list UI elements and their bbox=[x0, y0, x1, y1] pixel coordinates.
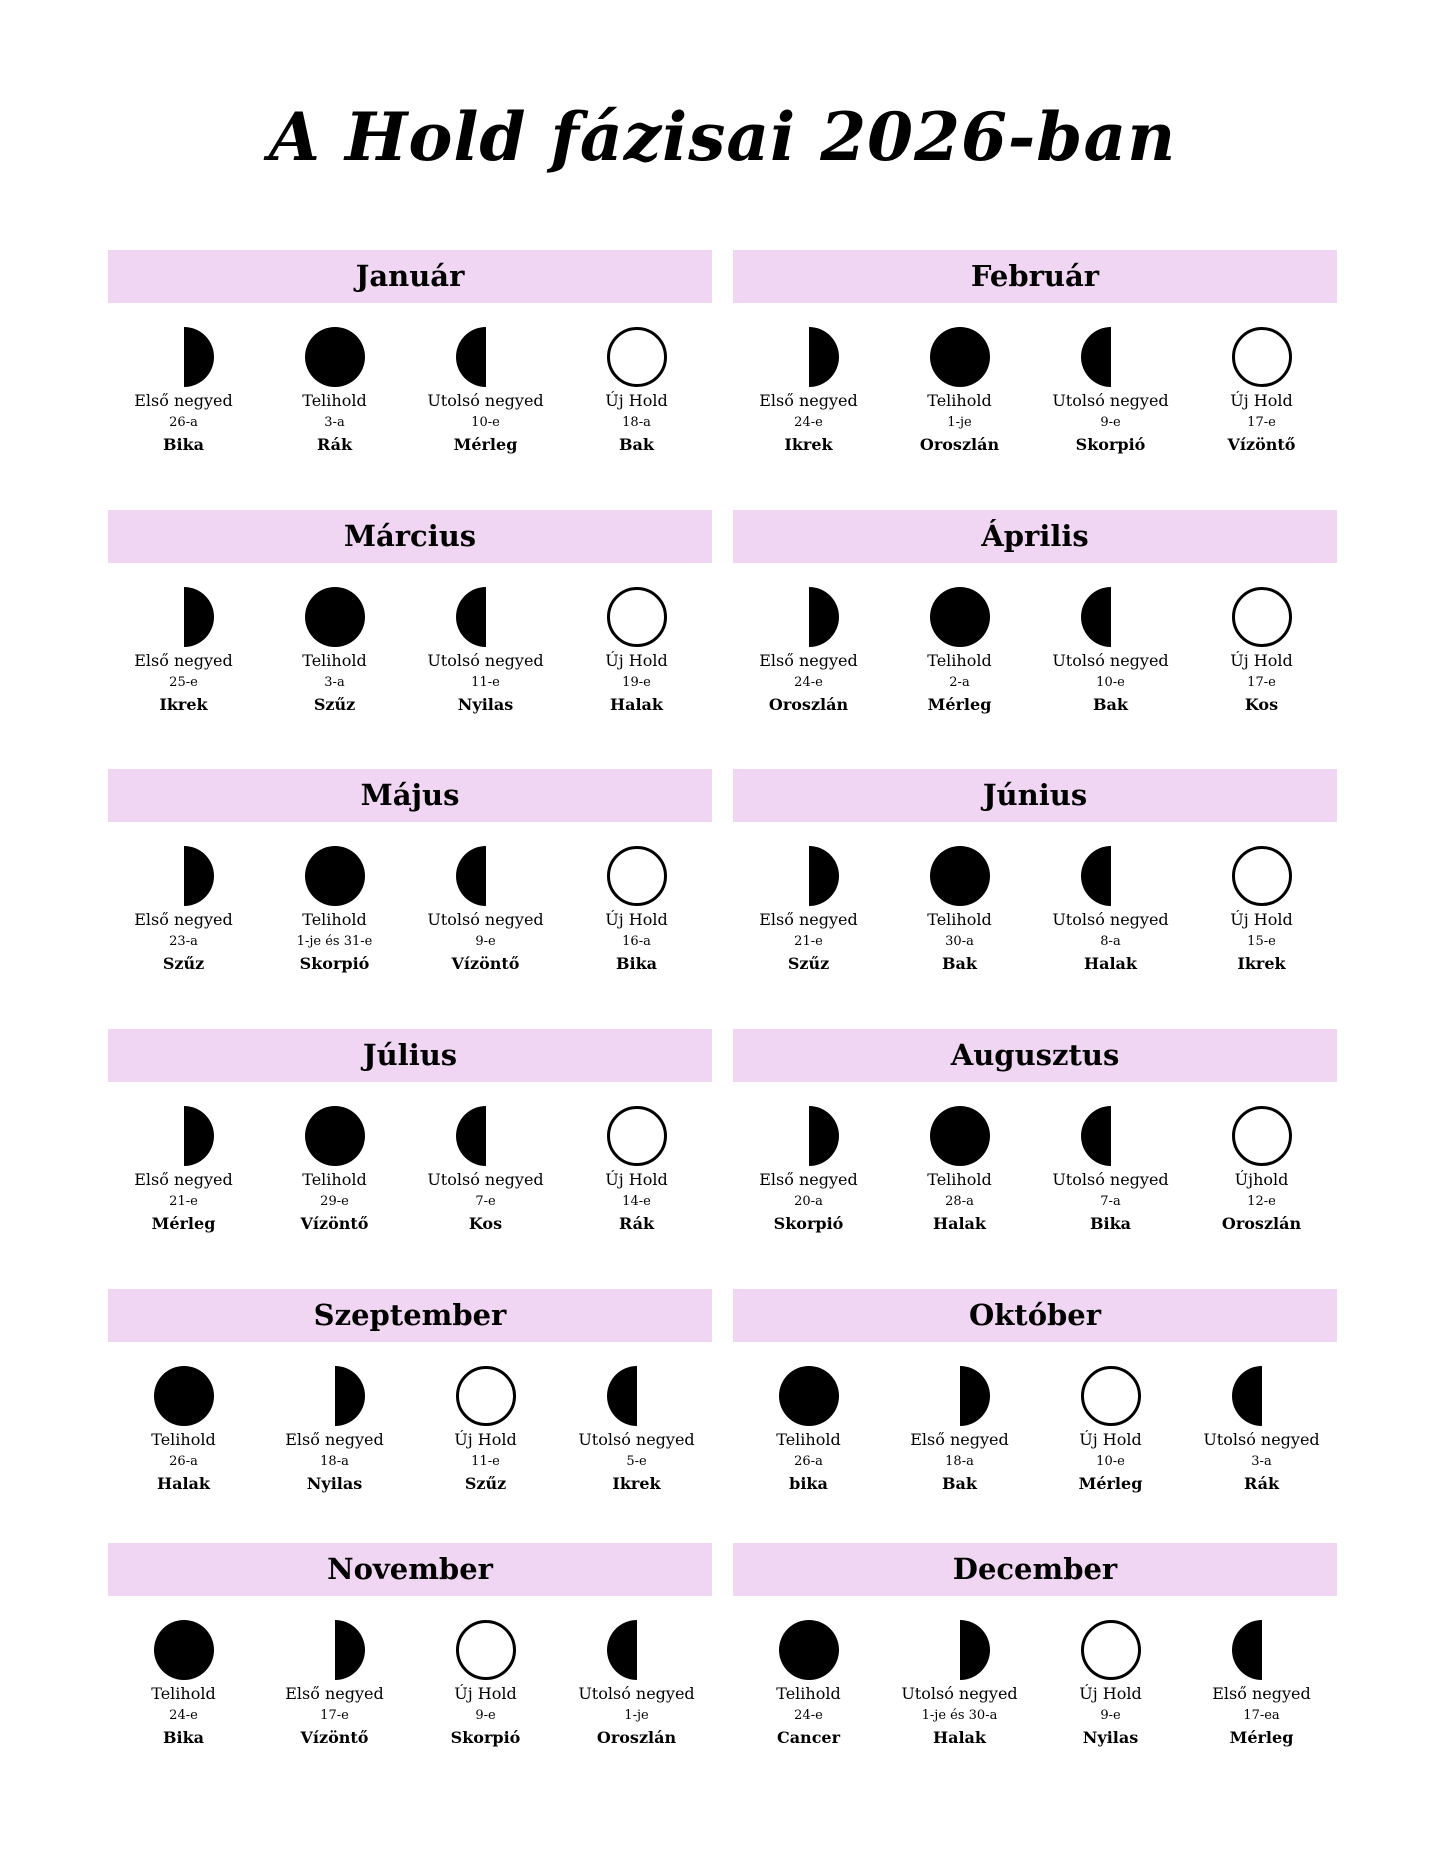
phase-date: 8-a bbox=[1100, 934, 1121, 949]
month-header: December bbox=[733, 1543, 1337, 1596]
phase-name: Utolsó negyed bbox=[1052, 1170, 1169, 1189]
zodiac-sign: Bika bbox=[1089, 1214, 1132, 1233]
phase-name: Telihold bbox=[927, 391, 992, 410]
month-header: Június bbox=[733, 769, 1337, 822]
zodiac-sign: Rák bbox=[1243, 1474, 1280, 1493]
moon-phase-entry bbox=[561, 586, 712, 716]
zodiac-sign: Oroszlán bbox=[768, 695, 849, 714]
last-quarter-moon-icon bbox=[455, 586, 517, 648]
phase-name: Új Hold bbox=[1230, 651, 1293, 670]
page-title: A Hold fázisai 2026-ban bbox=[268, 98, 1177, 176]
phase-date: 10-e bbox=[1096, 1454, 1125, 1469]
full-moon-icon bbox=[304, 586, 366, 648]
zodiac-sign: Cancer bbox=[776, 1728, 841, 1747]
zodiac-sign: Mérleg bbox=[151, 1214, 216, 1233]
moon-phase-entry bbox=[1035, 1105, 1186, 1235]
zodiac-sign: Szűz bbox=[787, 954, 830, 973]
full-moon-icon bbox=[929, 845, 991, 907]
month-header: Március bbox=[108, 510, 712, 563]
phase-date: 17-ea bbox=[1243, 1708, 1280, 1723]
moon-phase-entry bbox=[561, 1105, 712, 1235]
zodiac-sign: Skorpió bbox=[450, 1728, 521, 1747]
zodiac-sign: Halak bbox=[932, 1214, 986, 1233]
phase-name: Utolsó negyed bbox=[1052, 391, 1169, 410]
moon-phase-entry bbox=[410, 1365, 561, 1495]
phase-name: Új Hold bbox=[454, 1684, 517, 1703]
moon-phase-entry bbox=[1035, 845, 1186, 975]
full-moon-icon bbox=[929, 586, 991, 648]
zodiac-sign: Szűz bbox=[464, 1474, 507, 1493]
month-block bbox=[108, 510, 712, 755]
phase-date: 28-a bbox=[945, 1194, 974, 1209]
moon-phase-entry bbox=[410, 1619, 561, 1749]
phase-date: 23-a bbox=[169, 934, 198, 949]
month-block bbox=[733, 1543, 1337, 1788]
moon-phase-entry bbox=[561, 1619, 712, 1749]
zodiac-sign: Ikrek bbox=[159, 695, 208, 714]
first-quarter-moon-icon bbox=[778, 326, 840, 388]
moon-phase-entry bbox=[884, 1365, 1035, 1495]
zodiac-sign: Oroszlán bbox=[919, 435, 1000, 454]
month-block bbox=[733, 510, 1337, 755]
moon-phase-entry bbox=[1186, 845, 1337, 975]
phase-date: 30-a bbox=[945, 934, 974, 949]
moon-phase-entry bbox=[1035, 326, 1186, 456]
zodiac-sign: Mérleg bbox=[1229, 1728, 1294, 1747]
zodiac-sign: Vízöntő bbox=[451, 954, 520, 973]
phase-name: Első negyed bbox=[134, 910, 233, 929]
phase-name: Első negyed bbox=[1212, 1684, 1311, 1703]
phase-name: Első negyed bbox=[759, 391, 858, 410]
zodiac-sign: Nyilas bbox=[1082, 1728, 1139, 1747]
moon-phase-entry bbox=[1186, 326, 1337, 456]
phase-name: Utolsó negyed bbox=[427, 651, 544, 670]
zodiac-sign: Skorpió bbox=[773, 1214, 844, 1233]
phase-date: 7-e bbox=[475, 1194, 496, 1209]
phase-date: 1-je és 30-a bbox=[921, 1708, 998, 1723]
phase-name: Utolsó negyed bbox=[1052, 910, 1169, 929]
zodiac-sign: Bika bbox=[162, 1728, 205, 1747]
moon-phase-entry bbox=[410, 1105, 561, 1235]
phase-date: 24-e bbox=[794, 675, 823, 690]
phase-date: 21-e bbox=[794, 934, 823, 949]
phase-name: Első negyed bbox=[134, 391, 233, 410]
zodiac-sign: Bika bbox=[162, 435, 205, 454]
zodiac-sign: Rák bbox=[316, 435, 353, 454]
phase-date: 24-e bbox=[794, 1708, 823, 1723]
full-moon-icon bbox=[153, 1619, 215, 1681]
moon-phase-entry bbox=[108, 1105, 259, 1235]
new-moon-icon bbox=[1231, 326, 1293, 388]
zodiac-sign: Halak bbox=[609, 695, 663, 714]
last-quarter-moon-icon bbox=[455, 326, 517, 388]
month-block bbox=[733, 769, 1337, 1014]
phase-name: Első negyed bbox=[759, 651, 858, 670]
first-quarter-moon-icon bbox=[929, 1619, 991, 1681]
moon-phase-entry bbox=[1186, 1105, 1337, 1235]
phase-date: 9-e bbox=[475, 1708, 496, 1723]
phase-name: Első negyed bbox=[759, 1170, 858, 1189]
phase-name: Első negyed bbox=[285, 1430, 384, 1449]
phase-name: Új Hold bbox=[605, 651, 668, 670]
first-quarter-moon-icon bbox=[153, 586, 215, 648]
phase-name: Telihold bbox=[302, 910, 367, 929]
first-quarter-moon-icon bbox=[929, 1365, 991, 1427]
zodiac-sign: Nyilas bbox=[306, 1474, 363, 1493]
moon-phase-entry bbox=[884, 845, 1035, 975]
zodiac-sign: Mérleg bbox=[927, 695, 992, 714]
phase-date: 12-e bbox=[1247, 1194, 1276, 1209]
moon-phase-entry bbox=[884, 326, 1035, 456]
moon-phase-entry bbox=[1035, 1619, 1186, 1749]
zodiac-sign: Bika bbox=[615, 954, 658, 973]
zodiac-sign: Halak bbox=[932, 1728, 986, 1747]
first-quarter-moon-icon bbox=[778, 845, 840, 907]
phase-date: 9-e bbox=[1100, 415, 1121, 430]
month-header: Február bbox=[733, 250, 1337, 303]
phase-date: 19-e bbox=[622, 675, 651, 690]
month-block bbox=[733, 1029, 1337, 1274]
month-block bbox=[108, 1029, 712, 1274]
phase-date: 18-a bbox=[622, 415, 651, 430]
phase-date: 26-a bbox=[169, 1454, 198, 1469]
first-quarter-moon-icon bbox=[778, 1105, 840, 1167]
month-block bbox=[108, 1543, 712, 1788]
phase-date: 11-e bbox=[471, 675, 500, 690]
last-quarter-moon-icon bbox=[1080, 586, 1142, 648]
moon-phase-entry bbox=[1186, 586, 1337, 716]
last-quarter-moon-icon bbox=[606, 1619, 668, 1681]
zodiac-sign: Rák bbox=[618, 1214, 655, 1233]
moon-phase-entry bbox=[1186, 1619, 1337, 1749]
phase-date: 14-e bbox=[622, 1194, 651, 1209]
first-quarter-moon-icon bbox=[304, 1619, 366, 1681]
new-moon-icon bbox=[455, 1619, 517, 1681]
month-block bbox=[108, 769, 712, 1014]
last-quarter-moon-icon bbox=[1080, 326, 1142, 388]
phase-date: 3-a bbox=[324, 415, 345, 430]
phase-name: Újhold bbox=[1234, 1170, 1289, 1189]
phase-name: Telihold bbox=[927, 651, 992, 670]
zodiac-sign: Oroszlán bbox=[1221, 1214, 1302, 1233]
zodiac-sign: Mérleg bbox=[453, 435, 518, 454]
zodiac-sign: Ikrek bbox=[1237, 954, 1286, 973]
phase-name: Utolsó negyed bbox=[901, 1684, 1018, 1703]
moon-phase-entry bbox=[259, 1619, 410, 1749]
phase-name: Utolsó negyed bbox=[578, 1430, 695, 1449]
zodiac-sign: Bak bbox=[1093, 695, 1128, 714]
month-header: Augusztus bbox=[733, 1029, 1337, 1082]
new-moon-icon bbox=[606, 586, 668, 648]
last-quarter-moon-icon bbox=[1231, 1365, 1293, 1427]
zodiac-sign: Nyilas bbox=[457, 695, 514, 714]
phase-date: 29-e bbox=[320, 1194, 349, 1209]
full-moon-icon bbox=[304, 1105, 366, 1167]
phase-name: Telihold bbox=[776, 1430, 841, 1449]
moon-phase-entry bbox=[259, 845, 410, 975]
phase-name: Utolsó negyed bbox=[427, 910, 544, 929]
full-moon-icon bbox=[929, 1105, 991, 1167]
phase-name: Telihold bbox=[302, 391, 367, 410]
last-quarter-moon-icon bbox=[1231, 1619, 1293, 1681]
phase-date: 3-a bbox=[1251, 1454, 1272, 1469]
new-moon-icon bbox=[606, 1105, 668, 1167]
phase-date: 2-a bbox=[949, 675, 970, 690]
moon-phase-entry bbox=[410, 845, 561, 975]
phase-name: Új Hold bbox=[605, 391, 668, 410]
phase-name: Utolsó negyed bbox=[427, 391, 544, 410]
phase-name: Utolsó negyed bbox=[578, 1684, 695, 1703]
month-block bbox=[108, 250, 712, 495]
moon-phase-entry bbox=[733, 1619, 884, 1749]
full-moon-icon bbox=[778, 1619, 840, 1681]
month-header: November bbox=[108, 1543, 712, 1596]
moon-phase-entry bbox=[733, 326, 884, 456]
phase-date: 1-je bbox=[947, 415, 972, 430]
phase-date: 1-je bbox=[624, 1708, 649, 1723]
phase-name: Új Hold bbox=[1230, 391, 1293, 410]
new-moon-icon bbox=[1231, 586, 1293, 648]
phase-name: Első negyed bbox=[285, 1684, 384, 1703]
phase-name: Új Hold bbox=[1079, 1684, 1142, 1703]
zodiac-sign: Bak bbox=[942, 954, 977, 973]
zodiac-sign: Szűz bbox=[313, 695, 356, 714]
zodiac-sign: Skorpió bbox=[299, 954, 370, 973]
moon-phase-entry bbox=[259, 326, 410, 456]
phase-name: Utolsó negyed bbox=[1052, 651, 1169, 670]
zodiac-sign: Oroszlán bbox=[596, 1728, 677, 1747]
zodiac-sign: Skorpió bbox=[1075, 435, 1146, 454]
month-header: Október bbox=[733, 1289, 1337, 1342]
phase-name: Új Hold bbox=[605, 910, 668, 929]
moon-phase-entry bbox=[1035, 1365, 1186, 1495]
zodiac-sign: Bak bbox=[942, 1474, 977, 1493]
phase-date: 17-e bbox=[1247, 415, 1276, 430]
phase-date: 20-a bbox=[794, 1194, 823, 1209]
moon-phase-entry bbox=[108, 1619, 259, 1749]
moon-phase-entry bbox=[1186, 1365, 1337, 1495]
phase-date: 24-e bbox=[169, 1708, 198, 1723]
month-block bbox=[733, 250, 1337, 495]
phase-date: 9-e bbox=[1100, 1708, 1121, 1723]
new-moon-icon bbox=[455, 1365, 517, 1427]
phase-date: 15-e bbox=[1247, 934, 1276, 949]
moon-phase-entry bbox=[108, 1365, 259, 1495]
full-moon-icon bbox=[778, 1365, 840, 1427]
new-moon-icon bbox=[1231, 1105, 1293, 1167]
zodiac-sign: Vízöntő bbox=[1227, 435, 1296, 454]
zodiac-sign: bika bbox=[789, 1474, 828, 1493]
month-block bbox=[733, 1289, 1337, 1534]
first-quarter-moon-icon bbox=[304, 1365, 366, 1427]
moon-phase-entry bbox=[561, 1365, 712, 1495]
new-moon-icon bbox=[606, 326, 668, 388]
full-moon-icon bbox=[153, 1365, 215, 1427]
first-quarter-moon-icon bbox=[153, 845, 215, 907]
phase-date: 3-a bbox=[324, 675, 345, 690]
zodiac-sign: Bak bbox=[619, 435, 654, 454]
moon-phase-entry bbox=[259, 1105, 410, 1235]
phase-date: 9-e bbox=[475, 934, 496, 949]
phase-date: 21-e bbox=[169, 1194, 198, 1209]
last-quarter-moon-icon bbox=[1080, 1105, 1142, 1167]
phase-name: Első negyed bbox=[759, 910, 858, 929]
moon-phase-entry bbox=[733, 845, 884, 975]
phase-date: 5-e bbox=[626, 1454, 647, 1469]
phase-name: Első negyed bbox=[910, 1430, 1009, 1449]
moon-phase-entry bbox=[108, 586, 259, 716]
phase-date: 17-e bbox=[320, 1708, 349, 1723]
moon-phase-entry bbox=[561, 326, 712, 456]
phase-name: Telihold bbox=[776, 1684, 841, 1703]
phase-name: Telihold bbox=[151, 1430, 216, 1449]
phase-date: 25-e bbox=[169, 675, 198, 690]
month-block bbox=[108, 1289, 712, 1534]
month-header: Április bbox=[733, 510, 1337, 563]
last-quarter-moon-icon bbox=[606, 1365, 668, 1427]
phase-name: Első negyed bbox=[134, 1170, 233, 1189]
month-header: Szeptember bbox=[108, 1289, 712, 1342]
first-quarter-moon-icon bbox=[153, 1105, 215, 1167]
month-header: Május bbox=[108, 769, 712, 822]
zodiac-sign: Ikrek bbox=[784, 435, 833, 454]
phase-date: 16-a bbox=[622, 934, 651, 949]
first-quarter-moon-icon bbox=[153, 326, 215, 388]
moon-phase-entry bbox=[1035, 586, 1186, 716]
zodiac-sign: Vízöntő bbox=[300, 1728, 369, 1747]
last-quarter-moon-icon bbox=[1080, 845, 1142, 907]
phase-date: 7-a bbox=[1100, 1194, 1121, 1209]
zodiac-sign: Vízöntő bbox=[300, 1214, 369, 1233]
zodiac-sign: Szűz bbox=[162, 954, 205, 973]
moon-phase-entry bbox=[884, 586, 1035, 716]
phase-name: Utolsó negyed bbox=[1203, 1430, 1320, 1449]
phase-name: Új Hold bbox=[605, 1170, 668, 1189]
full-moon-icon bbox=[304, 326, 366, 388]
moon-phase-entry bbox=[410, 586, 561, 716]
moon-phase-entry bbox=[410, 326, 561, 456]
zodiac-sign: Kos bbox=[468, 1214, 503, 1233]
phase-date: 1-je és 31-e bbox=[296, 934, 373, 949]
phase-date: 18-a bbox=[945, 1454, 974, 1469]
zodiac-sign: Ikrek bbox=[612, 1474, 661, 1493]
moon-phase-entry bbox=[259, 586, 410, 716]
zodiac-sign: Halak bbox=[1083, 954, 1137, 973]
phase-date: 10-e bbox=[1096, 675, 1125, 690]
first-quarter-moon-icon bbox=[778, 586, 840, 648]
phase-name: Új Hold bbox=[454, 1430, 517, 1449]
phase-name: Telihold bbox=[927, 1170, 992, 1189]
phase-date: 24-e bbox=[794, 415, 823, 430]
moon-phase-entry bbox=[884, 1619, 1035, 1749]
phase-name: Telihold bbox=[927, 910, 992, 929]
phase-name: Új Hold bbox=[1230, 910, 1293, 929]
phase-date: 26-a bbox=[794, 1454, 823, 1469]
month-header: Január bbox=[108, 250, 712, 303]
phase-name: Utolsó negyed bbox=[427, 1170, 544, 1189]
zodiac-sign: Halak bbox=[156, 1474, 210, 1493]
month-header: Július bbox=[108, 1029, 712, 1082]
phase-name: Telihold bbox=[302, 651, 367, 670]
full-moon-icon bbox=[304, 845, 366, 907]
phase-name: Első negyed bbox=[134, 651, 233, 670]
moon-phase-entry bbox=[884, 1105, 1035, 1235]
phase-date: 18-a bbox=[320, 1454, 349, 1469]
zodiac-sign: Mérleg bbox=[1078, 1474, 1143, 1493]
last-quarter-moon-icon bbox=[455, 1105, 517, 1167]
phase-date: 17-e bbox=[1247, 675, 1276, 690]
new-moon-icon bbox=[606, 845, 668, 907]
moon-phase-entry bbox=[733, 1365, 884, 1495]
new-moon-icon bbox=[1080, 1619, 1142, 1681]
phase-date: 11-e bbox=[471, 1454, 500, 1469]
phase-date: 10-e bbox=[471, 415, 500, 430]
last-quarter-moon-icon bbox=[455, 845, 517, 907]
phase-date: 26-a bbox=[169, 415, 198, 430]
moon-phase-entry bbox=[733, 586, 884, 716]
phase-name: Telihold bbox=[302, 1170, 367, 1189]
moon-phase-entry bbox=[108, 326, 259, 456]
moon-phase-entry bbox=[733, 1105, 884, 1235]
phase-name: Új Hold bbox=[1079, 1430, 1142, 1449]
zodiac-sign: Kos bbox=[1244, 695, 1279, 714]
moon-phase-entry bbox=[108, 845, 259, 975]
phase-name: Telihold bbox=[151, 1684, 216, 1703]
moon-phase-entry bbox=[259, 1365, 410, 1495]
new-moon-icon bbox=[1231, 845, 1293, 907]
full-moon-icon bbox=[929, 326, 991, 388]
moon-phase-entry bbox=[561, 845, 712, 975]
new-moon-icon bbox=[1080, 1365, 1142, 1427]
